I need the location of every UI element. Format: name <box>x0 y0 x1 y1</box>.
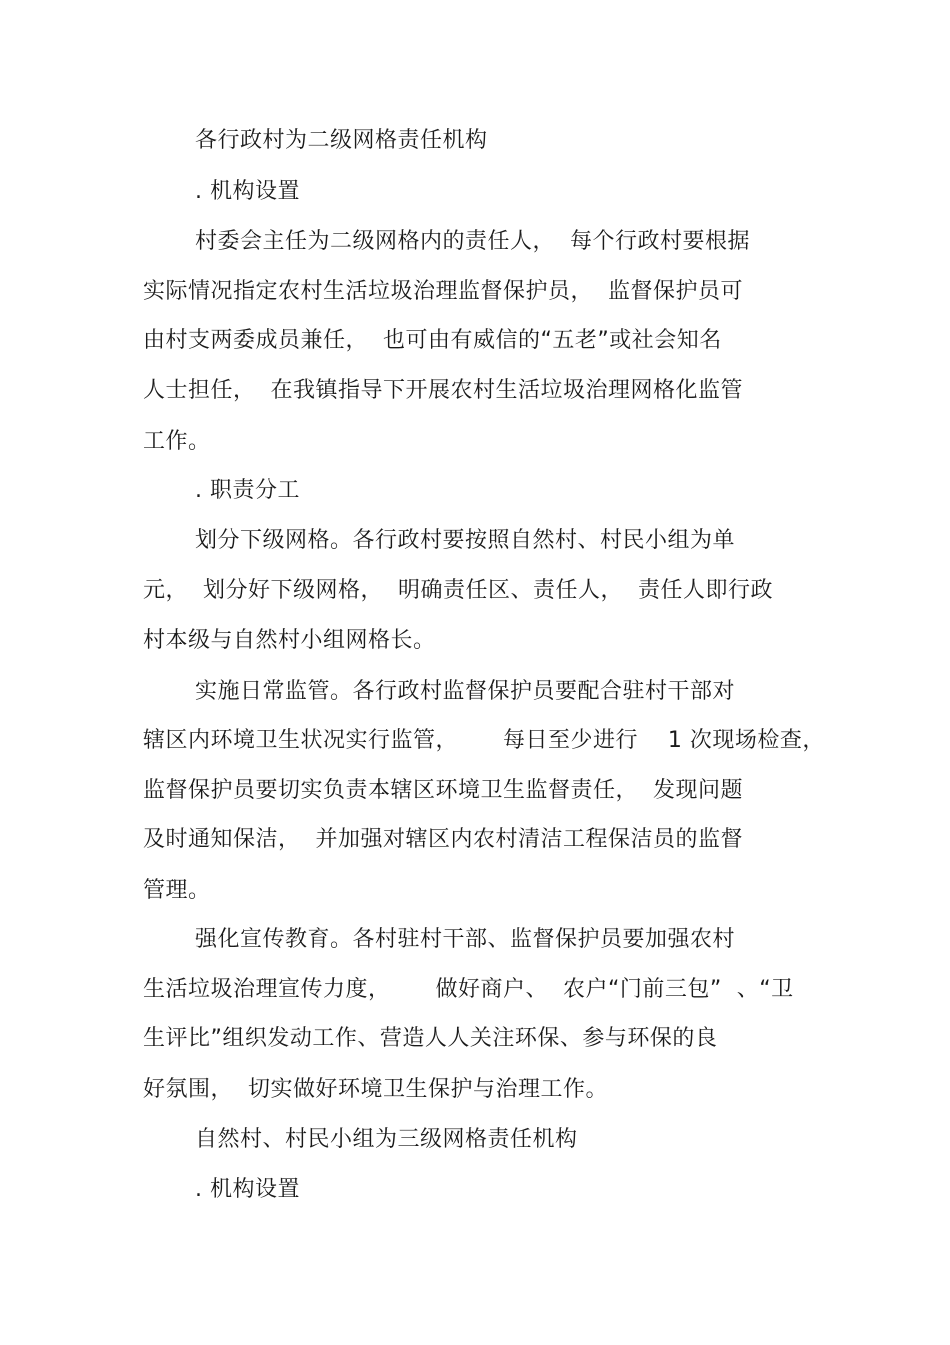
subsection-heading: . 职责分工 <box>195 478 300 503</box>
section-heading: 自然村、村民小组为三级网格责任机构 <box>195 1127 578 1152</box>
paragraph-line: 元， 划分好下级网格， 明确责任区、责任人， 责任人即行政 <box>143 578 773 603</box>
paragraph-line: 管理。 <box>143 878 211 903</box>
paragraph-line: 实施日常监管。各行政村监督保护员要配合驻村干部对 <box>195 679 736 704</box>
paragraph-line: 好氛围， 切实做好环境卫生保护与治理工作。 <box>143 1077 608 1102</box>
paragraph-line: 工作。 <box>143 429 211 454</box>
paragraph-line: 人士担任， 在我镇指导下开展农村生活垃圾治理网格化监管 <box>143 378 743 403</box>
subsection-heading: . 机构设置 <box>195 179 300 204</box>
paragraph-line: 生活垃圾治理宣传力度， 做好商户、 农户“门前三包” 、“卫 <box>143 977 794 1002</box>
subsection-heading: . 机构设置 <box>195 1177 300 1202</box>
paragraph-line: 监督保护员要切实负责本辖区环境卫生监督责任， 发现问题 <box>143 778 743 803</box>
paragraph-line: 强化宣传教育。各村驻村干部、监督保护员要加强农村 <box>195 927 736 952</box>
section-heading: 各行政村为二级网格责任机构 <box>195 128 488 153</box>
paragraph-line: 及时通知保洁， 并加强对辖区内农村清洁工程保洁员的监督 <box>143 827 743 852</box>
paragraph-line: 村本级与自然村小组网格长。 <box>143 628 436 653</box>
paragraph-line: 村委会主任为二级网格内的责任人， 每个行政村要根据 <box>195 229 750 254</box>
paragraph-line: 辖区内环境卫生状况实行监管， 每日至少进行 1 次现场检查， <box>143 728 825 753</box>
paragraph-line: 划分下级网格。各行政村要按照自然村、村民小组为单 <box>195 528 736 553</box>
paragraph-line: 生评比”组织发动工作、营造人人关注环保、参与环保的良 <box>143 1026 718 1051</box>
paragraph-line: 实际情况指定农村生活垃圾治理监督保护员， 监督保护员可 <box>143 279 743 304</box>
paragraph-line: 由村支两委成员兼任， 也可由有威信的“五老”或社会知名 <box>143 328 722 353</box>
